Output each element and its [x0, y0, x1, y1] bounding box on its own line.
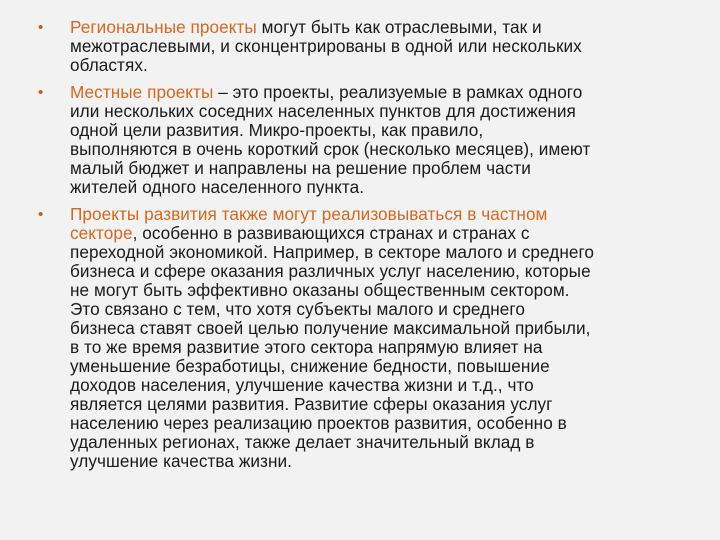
- bullet-item-development-projects: [38, 205, 676, 471]
- body-text: – это проекты, реализуемые в рамках одного: [213, 82, 583, 102]
- text-line: в то же время развитие этого сектора напрямую влияет на: [70, 337, 543, 357]
- text-line: [70, 83, 676, 102]
- text-line: одной цели развития. Микро-проекты, как правило,: [70, 120, 484, 140]
- text-line: [70, 18, 676, 37]
- text-line: является целями развития. Развитие сферы оказания услуг: [70, 394, 553, 414]
- text-line: жителей одного населенного пункта.: [70, 177, 365, 197]
- text-line: межотраслевыми, и сконцентрированы в одной или нескольких: [70, 36, 582, 56]
- text-line: населению через реализацию проектов развития, особенно в: [70, 413, 567, 433]
- text-line: доходов населения, улучшение качества жизни и т.д., что: [70, 375, 534, 395]
- term-highlight: секторе: [70, 223, 133, 243]
- text-line: или нескольких соседних населенных пунктов для достижения: [70, 101, 576, 121]
- bullet-marker: •: [38, 84, 44, 101]
- term-highlight: Региональные проекты: [70, 17, 257, 37]
- bullet-item-local-projects: [38, 83, 676, 197]
- text-line: уменьшение безработицы, снижение бедности, повышение: [70, 356, 550, 376]
- bullet-marker: •: [38, 206, 44, 223]
- term-highlight: Местные проекты: [70, 82, 214, 102]
- text-line: переходной экономикой. Например, в секторе малого и среднего: [70, 242, 595, 262]
- text-line: областях.: [70, 55, 148, 75]
- text-line: [70, 224, 676, 243]
- term-highlight: Проекты развития также могут реализовываться в частном: [70, 204, 548, 224]
- text-line: бизнеса ставят своей целью получение максимальной прибыли,: [70, 318, 591, 338]
- text-line: малый бюджет и направлены на решение проблем части: [70, 158, 531, 178]
- text-line: [70, 205, 676, 224]
- text-line: не могут быть эффективно оказаны общественным сектором.: [70, 280, 570, 300]
- text-line: Это связано с тем, что хотя субъекты малого и среднего: [70, 299, 525, 319]
- text-line: бизнеса и сфере оказания различных услуг населению, которые: [70, 261, 591, 281]
- bullet-item-regional-projects: [38, 18, 676, 75]
- body-text: могут быть как отраслевыми, так и: [256, 17, 542, 37]
- text-line: улучшение качества жизни.: [70, 451, 292, 471]
- bullet-list: [38, 18, 676, 471]
- bullet-marker: •: [38, 19, 44, 36]
- text-line: выполняются в очень короткий срок (несколько месяцев), имеют: [70, 139, 591, 159]
- text-line: удаленных регионах, также делает значительный вклад в: [70, 432, 535, 452]
- body-text: , особенно в развивающихся странах и странах с: [132, 223, 530, 243]
